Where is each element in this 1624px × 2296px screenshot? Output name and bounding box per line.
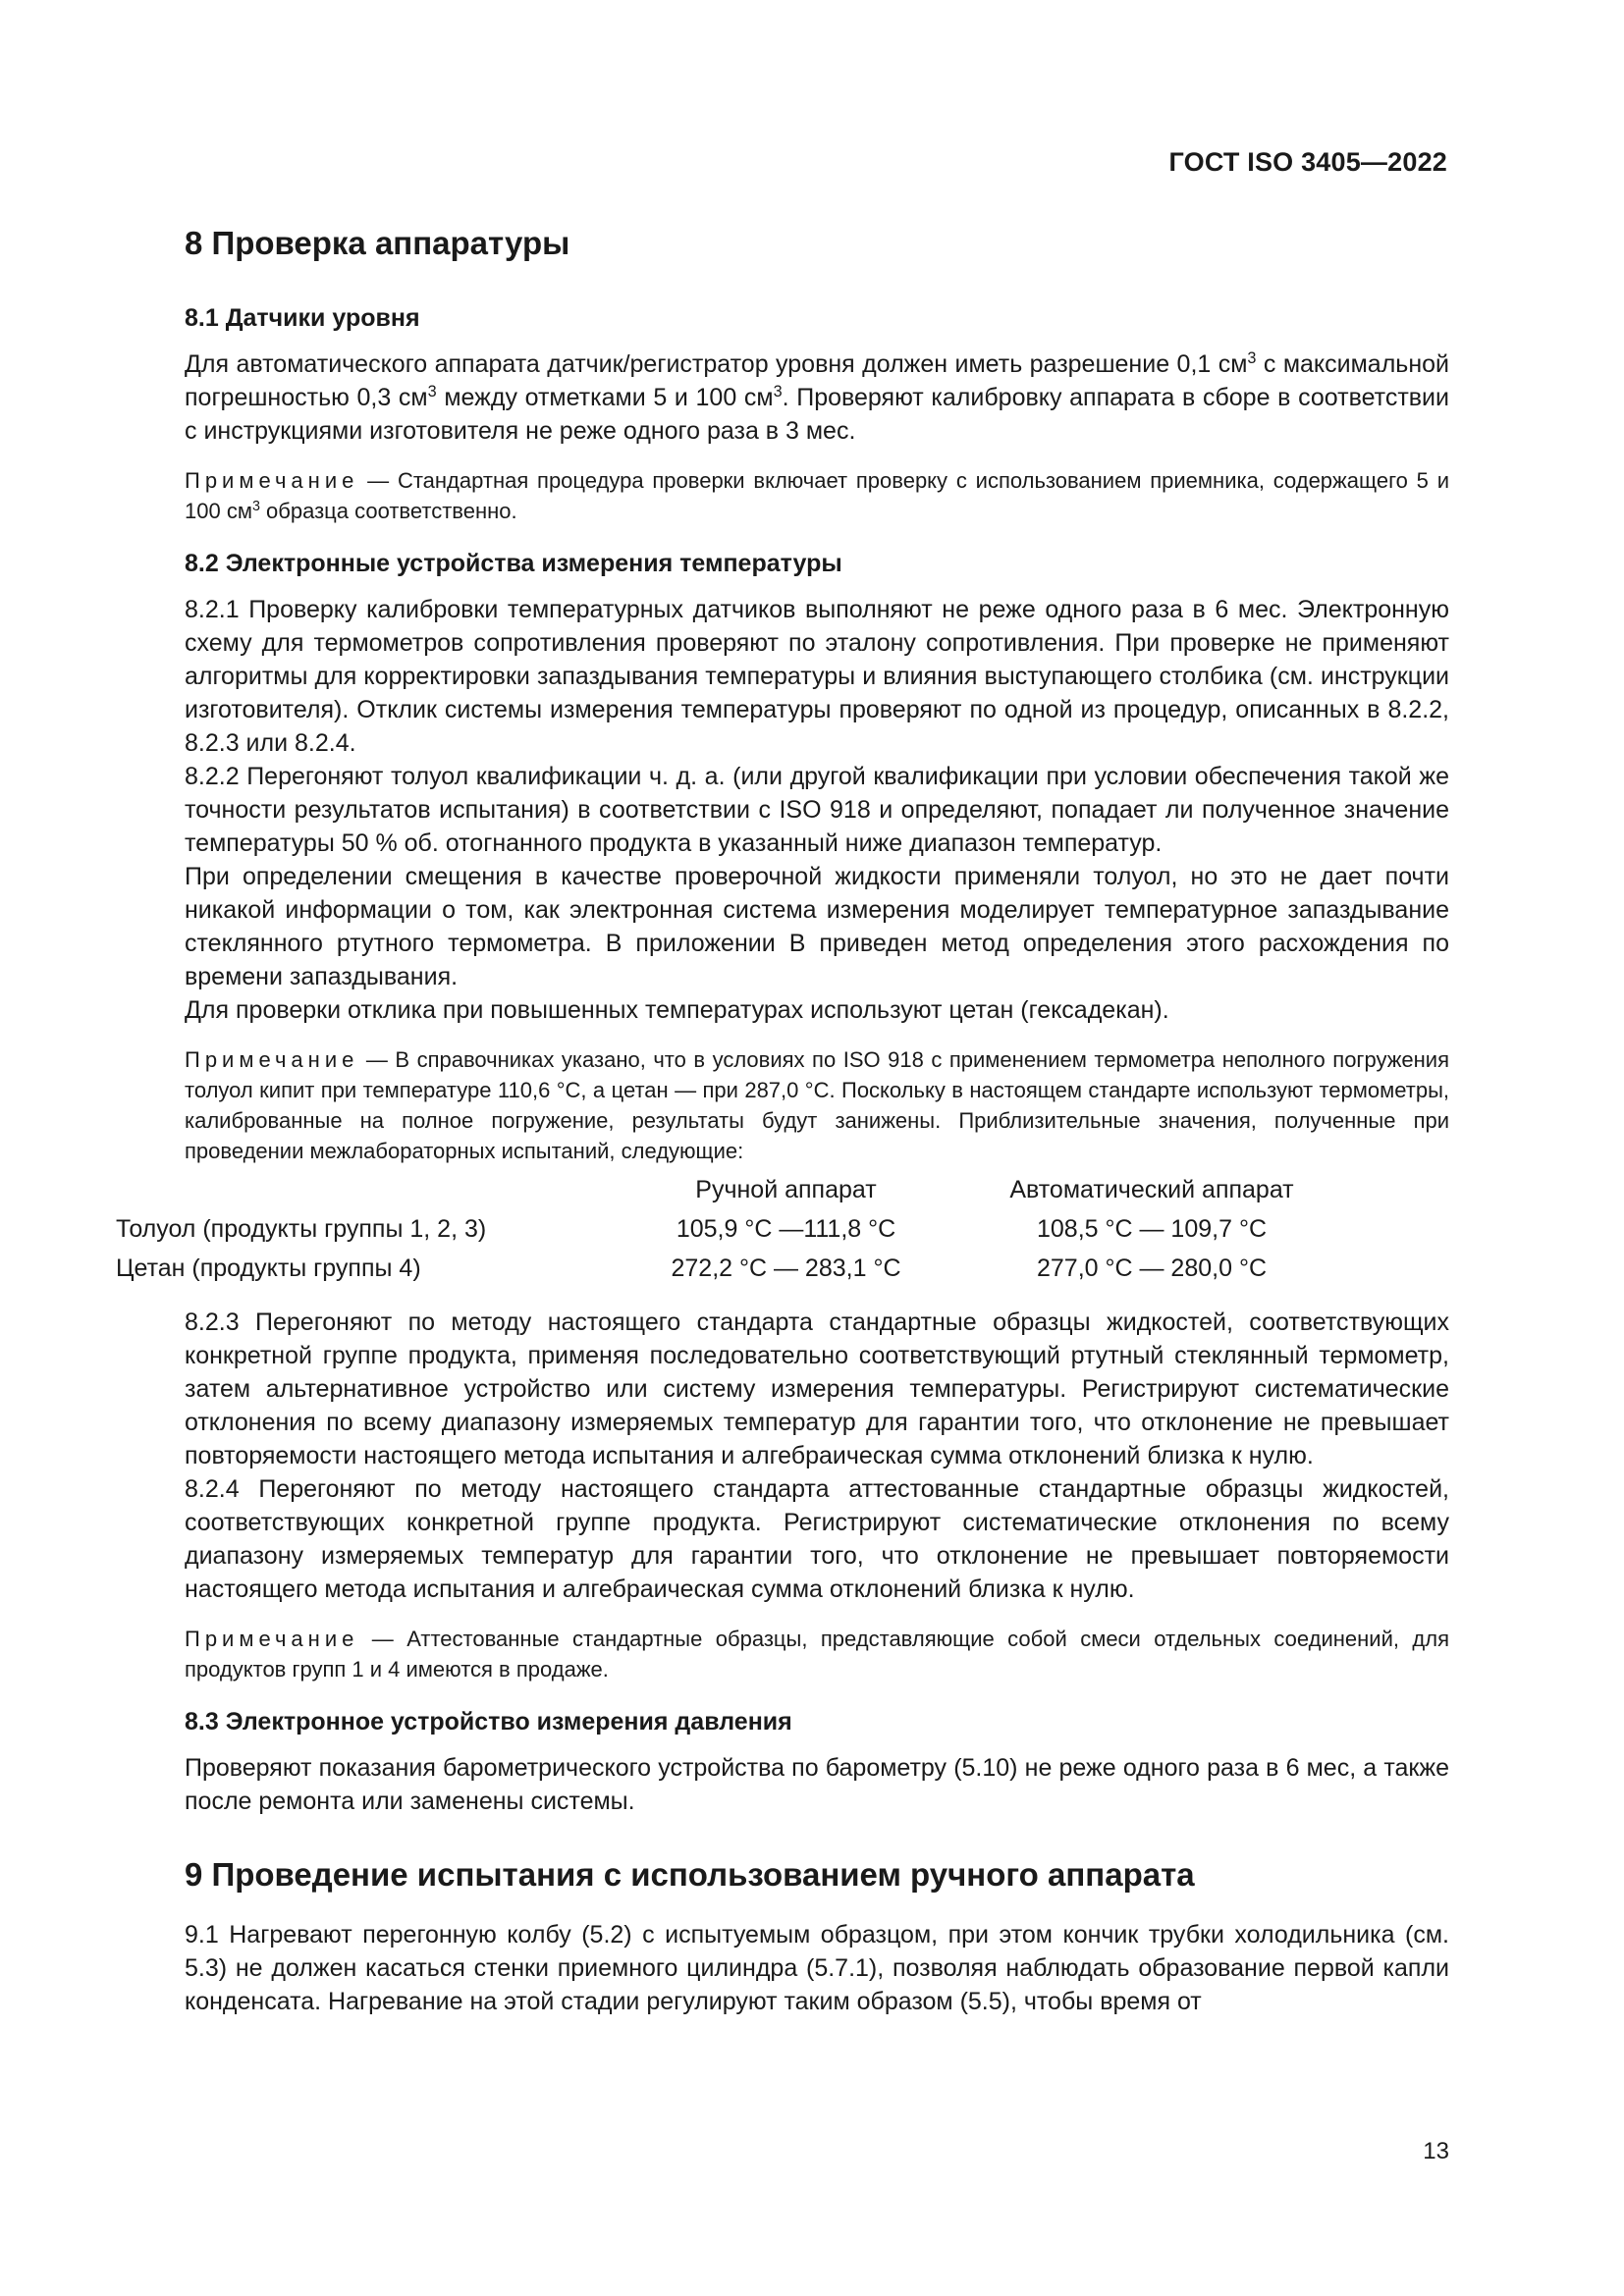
s81-text-c: между отметками 5 и 100 см [436, 384, 774, 411]
section-8-2-note-2 [185, 1624, 1449, 1684]
paragraph-8-2-2-c: Для проверки отклика при повышенных температурах используют цетан (гексадекан). [185, 996, 1169, 1024]
standard-code-header: ГОСТ ISO 3405—2022 [1168, 147, 1447, 177]
s81-text-a: Для автоматического аппарата датчик/регистратор уровня должен иметь разрешение 0,1 см [185, 350, 1248, 378]
section-8-1 [185, 302, 1449, 526]
s81-note-sup: 3 [251, 499, 260, 515]
section-8-1-note [185, 465, 1449, 526]
table-row [116, 1209, 1449, 1249]
section-8-3-title: 8.3 Электронное устройство измерения давления [185, 1708, 792, 1735]
s82-note2-text: — Аттестованные стандартные образцы, представляющие собой смеси отдельных соединений, для продуктов групп 1 и 4 имеются в продаже. [185, 1627, 1449, 1682]
section-8-1-title: 8.1 Датчики уровня [185, 304, 420, 332]
section-8-2-note [185, 1044, 1449, 1166]
section-8-2 [116, 548, 1449, 1684]
section-9-title: 9 Проведение испытания с использованием ручного аппарата [185, 1856, 1195, 1893]
page-number: 13 [1423, 2138, 1449, 2164]
section-8-2-title: 8.2 Электронные устройства измерения температуры [185, 550, 842, 577]
page-content [116, 224, 1449, 2018]
paragraph-8-2-1: 8.2.1 Проверку калибровки температурных датчиков выполняют не реже одного раза в 6 мес. Электронную схему для термометров сопротивления проверяют по эталону сопротивления. При проверке не применяют алгоритмы для корректировки запаздывания температуры и влияния выступающего столбика (см. инструкции изготовителя). Отклик системы измерения температуры проверяют по одной из процедур, описанных в 8.2.2, 8.2.3 или 8.2.4. [185, 596, 1449, 757]
section-8-title: 8 Проверка аппаратуры [185, 225, 570, 261]
s82-note-text: — В справочниках указано, что в условиях по ISO 918 с применением термометра неполного погружения толуол кипит при температуре 110,6 °С, а цетан — при 287,0 °С. Поскольку в настоящем стандарте используют термометры, калиброванные на полное погружение, результаты будут занижены. Приблизительные значения, полученные при проведении межлабораторных испытаний, следующие: [185, 1047, 1449, 1163]
paragraph-8-2-2-b: При определении смещения в качестве проверочной жидкости применяли толуол, но это не дает почти никакой информации о том, как электронная система измерения моделирует температурное запаздывание стеклянного ртутного термометра. В приложении В приведен метод определения этого расхождения по времени запаздывания. [185, 863, 1449, 990]
table-cell: 272,2 °С — 283,1 °С [671, 1254, 901, 1282]
table-cell: 277,0 °С — 280,0 °С [1036, 1254, 1267, 1282]
paragraph-8-2-3: 8.2.3 Перегоняют по методу настоящего стандарта стандартные образцы жидкостей, соответствующих конкретной группе продукта, применяя последовательно соответствующий ртутный стеклянный термометр, затем альтернативное устройство или систему измерения температуры. Регистрируют систематические отклонения по всему диапазону измеряемых температур для гарантии того, что отклонение не превышает повторяемости настоящего метода испытания и алгебраическая сумма отклонений близка к нулю. [185, 1308, 1449, 1469]
paragraph-8-3: Проверяют показания барометрического устройства по барометру (5.10) не реже одного раза в 6 мес, а также после ремонта или заменены системы. [185, 1754, 1449, 1815]
table-row [116, 1249, 1449, 1288]
s81-note-b: образца соответственно. [259, 499, 517, 523]
s81-text-d: . Проверяют калибровку аппарата в сборе в соответствии с инструкциями изготовителя не реже одного раза в 3 мес. [185, 384, 1449, 445]
note-label: Примечание [185, 1047, 359, 1072]
s81-note-a: — Стандартная процедура проверки включает проверку с использованием приемника, содержащего 5 и 100 см [185, 468, 1449, 523]
table-cell: 108,5 °С — 109,7 °С [1036, 1214, 1267, 1243]
paragraph-8-2-4: 8.2.4 Перегоняют по методу настоящего стандарта аттестованные стандартные образцы жидкостей, соответствующих конкретной группе продукта. Регистрируют систематические отклонения по всему диапазону измеряемых температур для гарантии того, что отклонение не превышает повторяемости настоящего метода испытания и алгебраическая сумма отклонений близка к нулю. [185, 1475, 1449, 1603]
table-header-cell: Автоматический аппарат [1009, 1175, 1294, 1203]
note-label: Примечание [185, 1627, 359, 1651]
s81-text-b: с максимальной погрешностью 0,3 см [185, 350, 1449, 411]
s81-sup-1: 3 [1247, 349, 1257, 368]
paragraph-8-2-2: 8.2.2 Перегоняют толуол квалификации ч. д. а. (или другой квалификации при условии обеспечения такой же точности результатов испытания) в соответствии с ISO 918 и определяют, попадает ли полученное значение температуры 50 % об. отогнанного продукта в указанный ниже диапазон температур. [185, 763, 1449, 857]
section-8-1-paragraph [185, 347, 1449, 448]
s81-sup-2: 3 [427, 383, 437, 401]
temperature-table [116, 1170, 1449, 1288]
s81-sup-3: 3 [773, 383, 783, 401]
note-label: Примечание [185, 468, 359, 493]
section-8-3 [185, 1706, 1449, 1818]
table-cell: Толуол (продукты группы 1, 2, 3) [116, 1214, 487, 1243]
table-cell: 105,9 °С —111,8 °С [676, 1214, 896, 1243]
table-header-cell: Ручной аппарат [695, 1175, 877, 1203]
table-cell: Цетан (продукты группы 4) [116, 1254, 421, 1282]
paragraph-9-1: 9.1 Нагревают перегонную колбу (5.2) с испытуемым образцом, при этом кончик трубки холодильника (см. 5.3) не должен касаться стенки приемного цилиндра (5.7.1), позволяя наблюдать образование первой капли конденсата. Нагревание на этой стадии регулируют таким образом (5.5), чтобы время от [185, 1921, 1449, 2015]
table-header-row [116, 1170, 1449, 1209]
